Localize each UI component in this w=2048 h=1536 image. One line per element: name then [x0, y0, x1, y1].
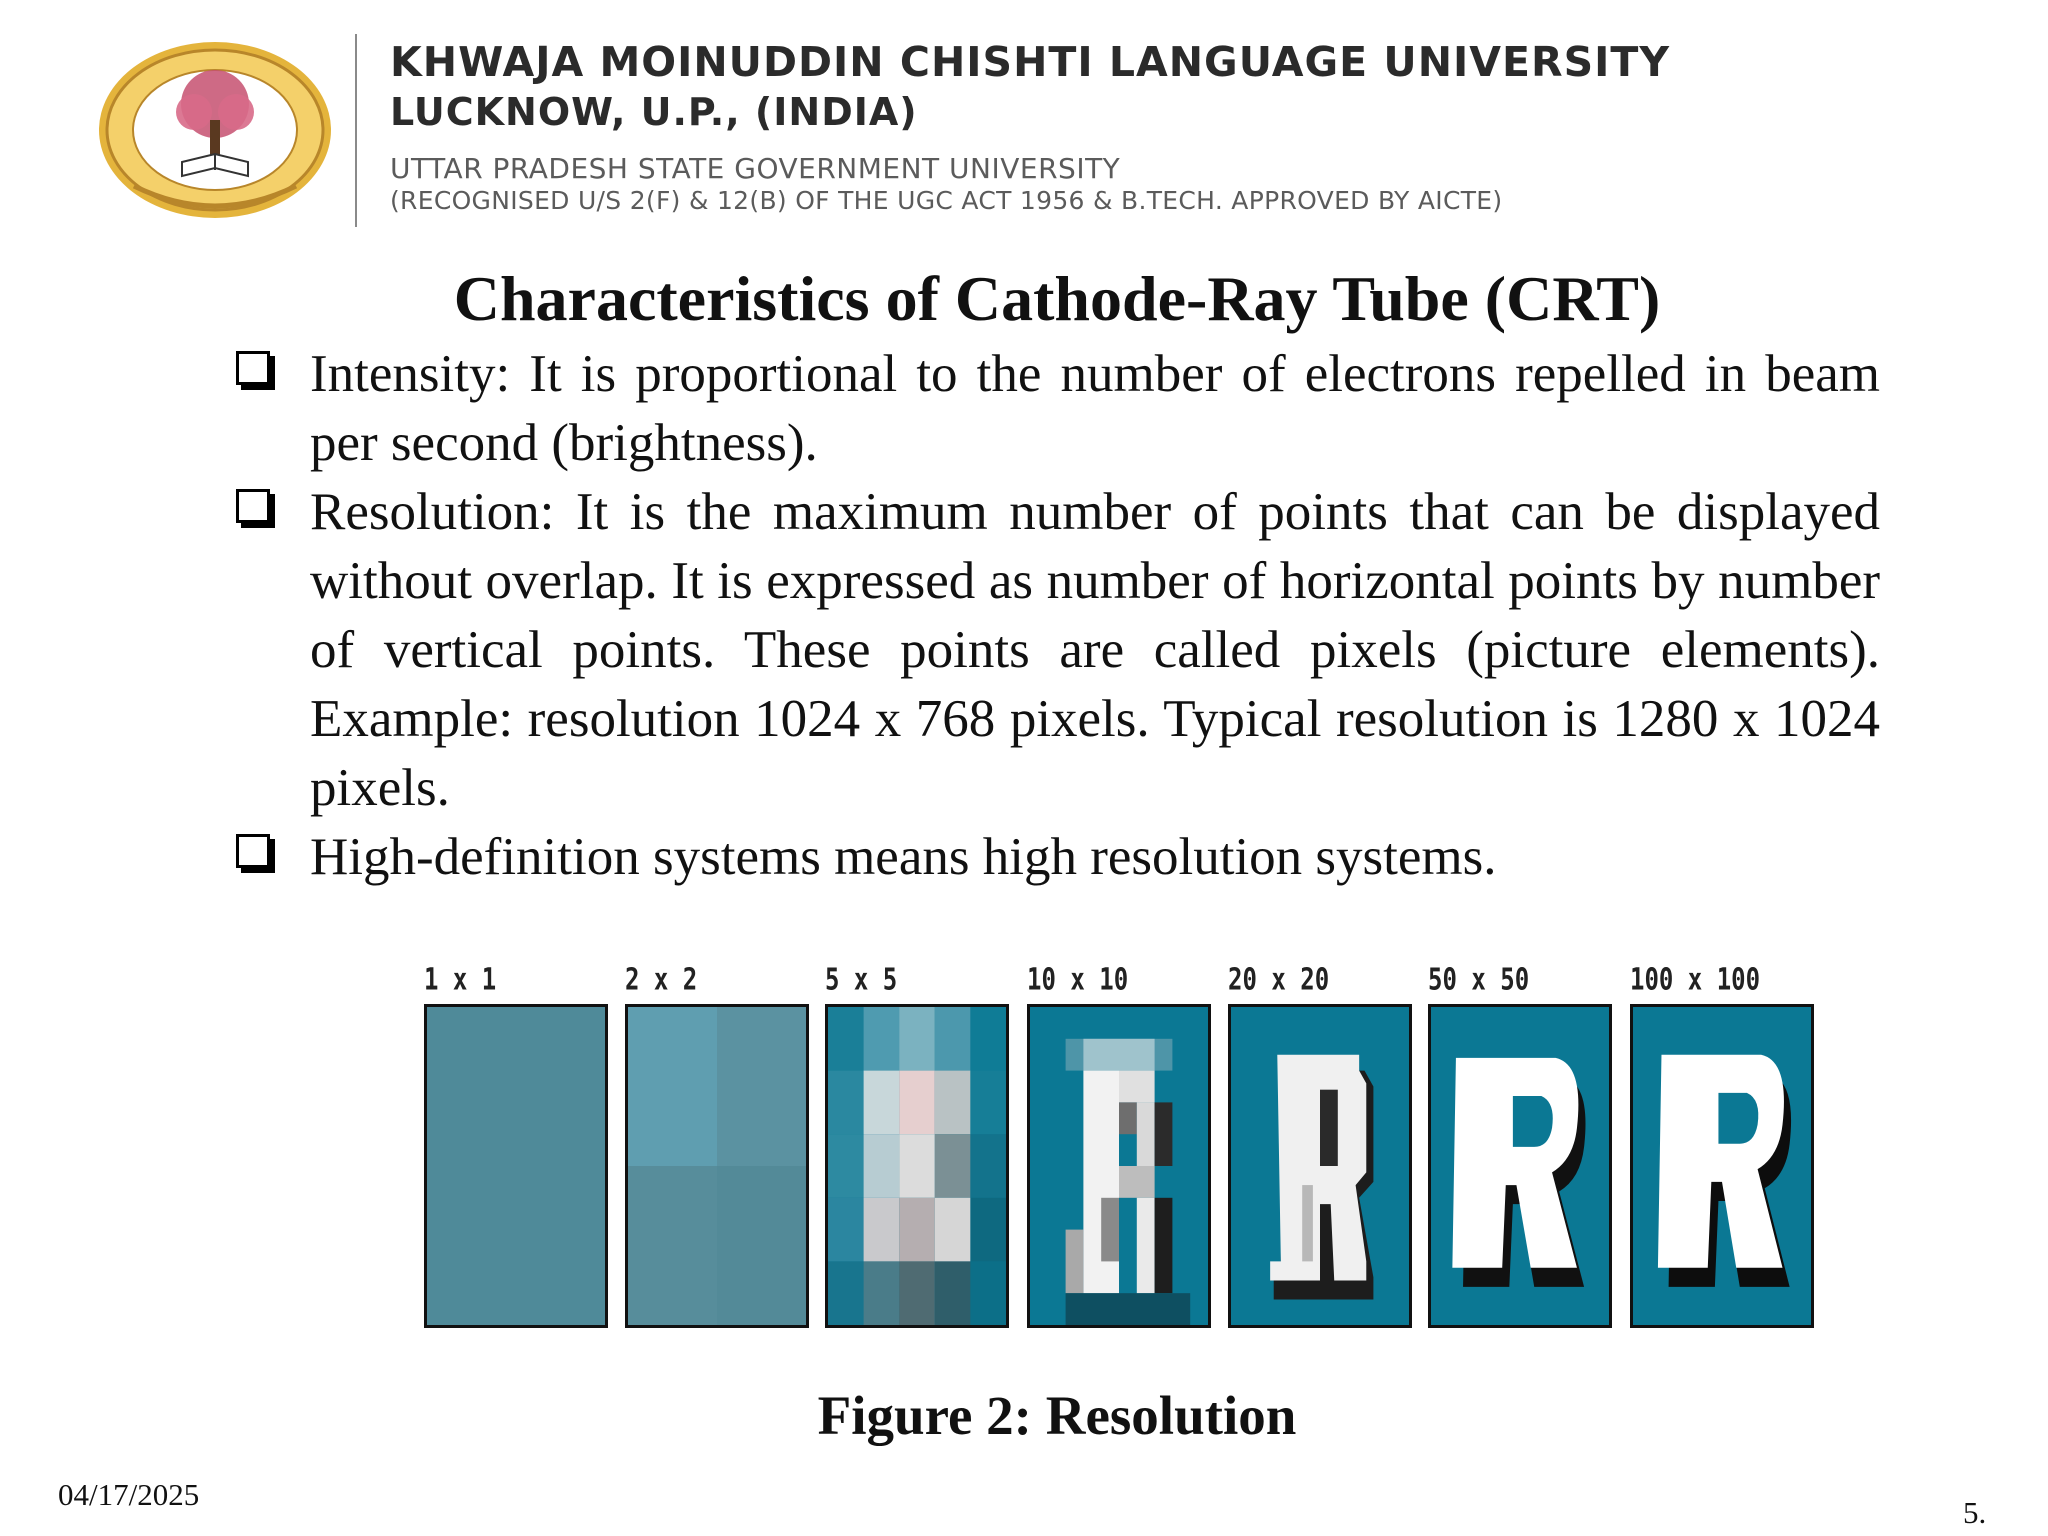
slide-title: Characteristics of Cathode-Ray Tube (CRT): [453, 263, 1661, 334]
bullet-text: High-definition systems means high resolution systems.: [310, 828, 1497, 886]
page-number: 5.: [1963, 1495, 1987, 1530]
panel-label-20x20: 20 x 20: [1228, 962, 1330, 997]
university-seal-icon: [94, 36, 336, 224]
panel-label-5x5: 5 x 5: [825, 962, 898, 997]
bullet-text: Resolution: It is the maximum number of points that can be displayed without overlap. It is expressed as number of horizontal points by number of vertical points. These points are called pixels (picture elements). Example: resolution 1024 x 768 pixels. Typical resolution is 1280 x 1024 pixels.: [310, 483, 1880, 817]
hollow-square-bullet-icon: [236, 351, 270, 385]
bullet-item-high-definition: [230, 823, 1880, 892]
bullet-text: Intensity: It is proportional to the number of electrons repelled in beam per second (brightness).: [310, 345, 1880, 472]
bullet-item-resolution: [230, 478, 1880, 823]
panel-label-50x50: 50 x 50: [1428, 962, 1530, 997]
panel-label-10x10: 10 x 10: [1027, 962, 1129, 997]
panel-label-100x100: 100 x 100: [1630, 962, 1761, 997]
bullet-item-intensity: [230, 340, 1880, 478]
header-divider: [355, 34, 357, 227]
panel-label-2x2: 2 x 2: [625, 962, 698, 997]
pixel-panel-1x1: [424, 1004, 608, 1328]
pixel-panel-50x50: [1428, 1004, 1612, 1328]
pixel-panel-20x20: [1228, 1004, 1412, 1328]
university-location: LUCKNOW, U.P., (INDIA): [390, 90, 918, 134]
university-name: KHWAJA MOINUDDIN CHISHTI LANGUAGE UNIVERSITY: [390, 38, 1671, 86]
pixel-panel-10x10: [1027, 1004, 1211, 1328]
pixel-panel-5x5: [825, 1004, 1009, 1328]
pixel-panel-2x2: [625, 1004, 809, 1328]
hollow-square-bullet-icon: [236, 834, 270, 868]
hollow-square-bullet-icon: [236, 489, 270, 523]
panel-label-1x1: 1 x 1: [424, 962, 497, 997]
university-status: UTTAR PRADESH STATE GOVERNMENT UNIVERSITY: [390, 152, 1121, 185]
bullet-list: [230, 340, 1880, 892]
figure-caption: Figure 2: Resolution: [817, 1385, 1297, 1446]
footer-date: 04/17/2025: [58, 1477, 200, 1512]
pixel-panel-100x100: [1630, 1004, 1814, 1328]
university-recognition: (RECOGNISED U/S 2(F) & 12(B) OF THE UGC ACT 1956 & B.TECH. APPROVED BY AICTE): [390, 186, 1503, 215]
